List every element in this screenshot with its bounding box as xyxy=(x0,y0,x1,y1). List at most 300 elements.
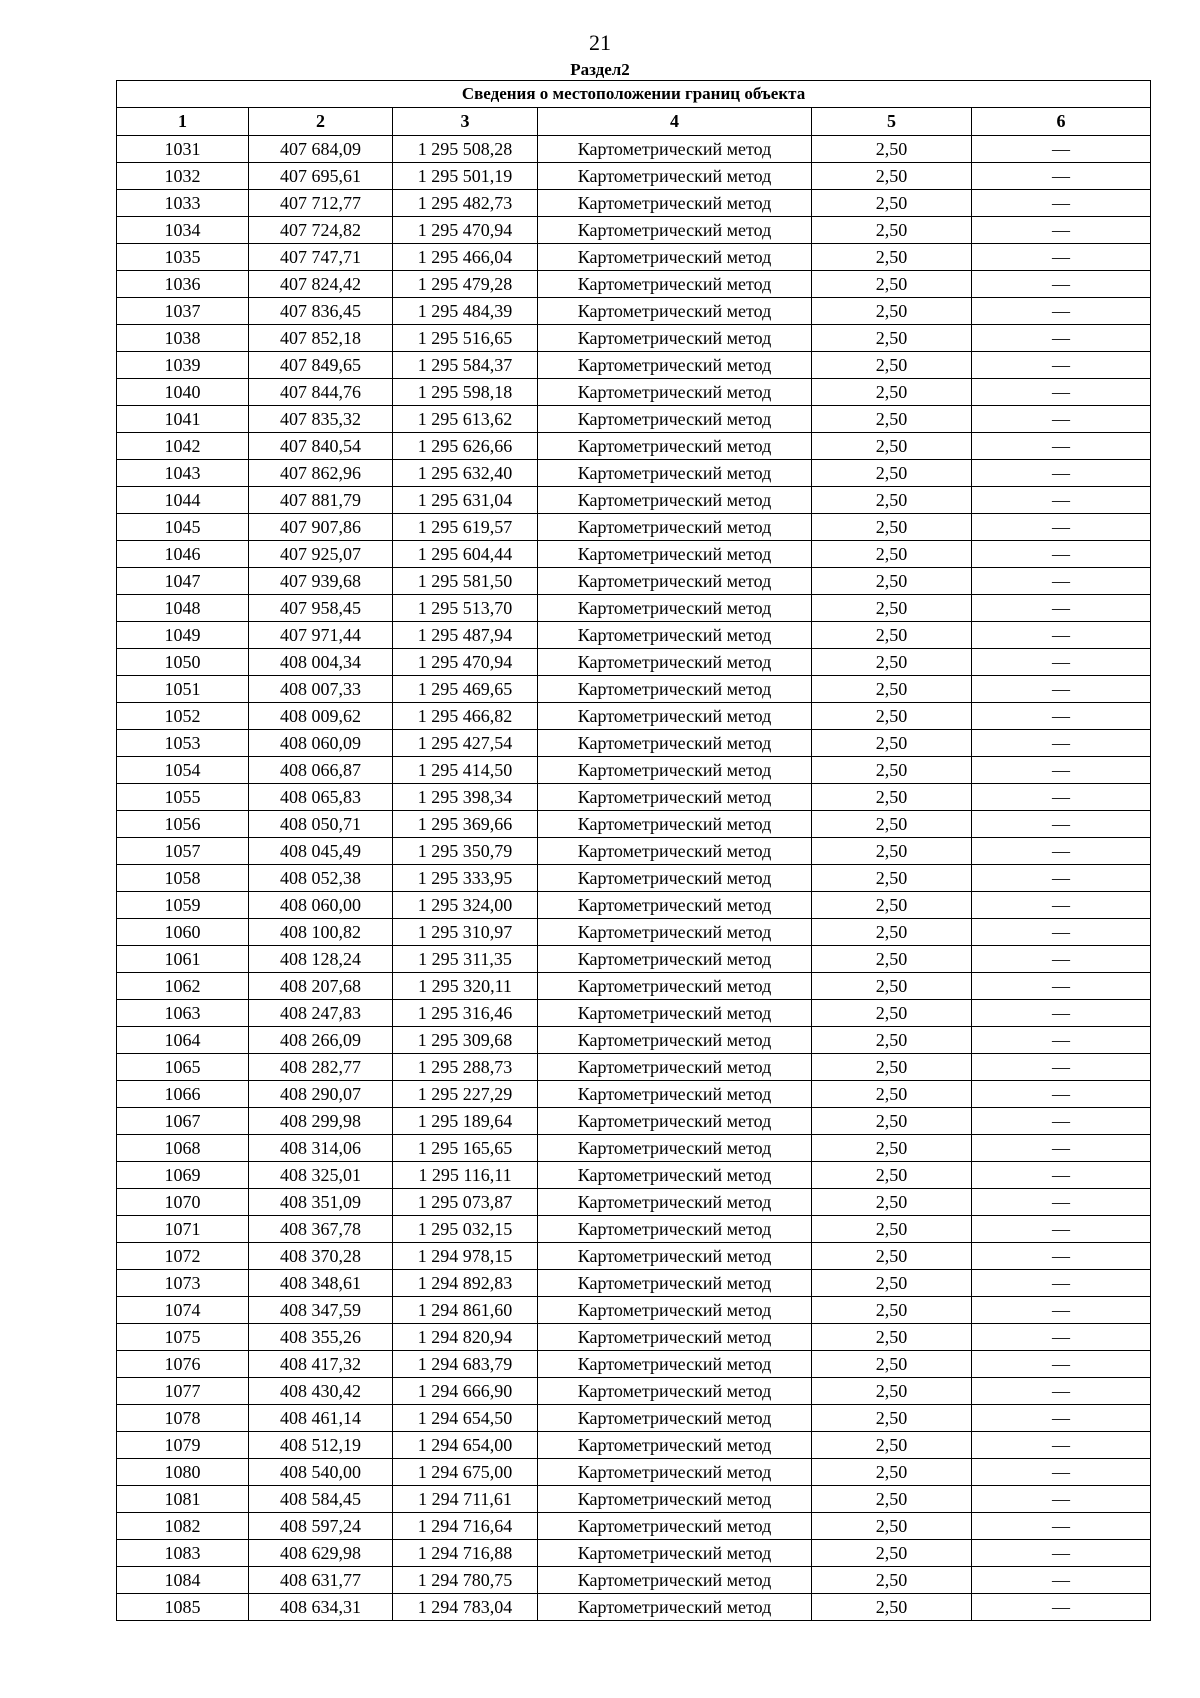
table-caption: Сведения о местоположении границ объекта xyxy=(117,81,1151,108)
extra-cell: — xyxy=(972,811,1151,838)
point-number-cell: 1076 xyxy=(117,1351,249,1378)
extra-cell: — xyxy=(972,1297,1151,1324)
accuracy-cell: 2,50 xyxy=(812,136,972,163)
accuracy-cell: 2,50 xyxy=(812,487,972,514)
column-number-row xyxy=(117,108,1151,136)
table-row xyxy=(117,1054,1151,1081)
point-number-cell: 1054 xyxy=(117,757,249,784)
point-number-cell: 1070 xyxy=(117,1189,249,1216)
point-number-cell: 1072 xyxy=(117,1243,249,1270)
point-number-cell: 1063 xyxy=(117,1000,249,1027)
point-number-cell: 1044 xyxy=(117,487,249,514)
x-coordinate-cell: 408 325,01 xyxy=(249,1162,393,1189)
accuracy-cell: 2,50 xyxy=(812,838,972,865)
extra-cell: — xyxy=(972,1243,1151,1270)
y-coordinate-cell: 1 294 820,94 xyxy=(393,1324,538,1351)
x-coordinate-cell: 408 060,09 xyxy=(249,730,393,757)
method-cell: Картометрический метод xyxy=(538,460,812,487)
x-coordinate-cell: 408 266,09 xyxy=(249,1027,393,1054)
accuracy-cell: 2,50 xyxy=(812,757,972,784)
x-coordinate-cell: 407 835,32 xyxy=(249,406,393,433)
y-coordinate-cell: 1 295 508,28 xyxy=(393,136,538,163)
point-number-cell: 1056 xyxy=(117,811,249,838)
accuracy-cell: 2,50 xyxy=(812,1189,972,1216)
table-row xyxy=(117,757,1151,784)
x-coordinate-cell: 407 852,18 xyxy=(249,325,393,352)
extra-cell: — xyxy=(972,1540,1151,1567)
extra-cell: — xyxy=(972,865,1151,892)
point-number-cell: 1066 xyxy=(117,1081,249,1108)
x-coordinate-cell: 407 684,09 xyxy=(249,136,393,163)
y-coordinate-cell: 1 295 513,70 xyxy=(393,595,538,622)
method-cell: Картометрический метод xyxy=(538,919,812,946)
column-header: 6 xyxy=(972,108,1151,136)
y-coordinate-cell: 1 295 584,37 xyxy=(393,352,538,379)
accuracy-cell: 2,50 xyxy=(812,352,972,379)
method-cell: Картометрический метод xyxy=(538,136,812,163)
y-coordinate-cell: 1 295 470,94 xyxy=(393,649,538,676)
x-coordinate-cell: 407 939,68 xyxy=(249,568,393,595)
table-row xyxy=(117,703,1151,730)
x-coordinate-cell: 408 065,83 xyxy=(249,784,393,811)
y-coordinate-cell: 1 295 324,00 xyxy=(393,892,538,919)
extra-cell: — xyxy=(972,730,1151,757)
table-row xyxy=(117,379,1151,406)
point-number-cell: 1034 xyxy=(117,217,249,244)
accuracy-cell: 2,50 xyxy=(812,190,972,217)
table-row xyxy=(117,811,1151,838)
method-cell: Картометрический метод xyxy=(538,1351,812,1378)
accuracy-cell: 2,50 xyxy=(812,217,972,244)
x-coordinate-cell: 408 247,83 xyxy=(249,1000,393,1027)
point-number-cell: 1061 xyxy=(117,946,249,973)
table-row xyxy=(117,1135,1151,1162)
x-coordinate-cell: 407 958,45 xyxy=(249,595,393,622)
accuracy-cell: 2,50 xyxy=(812,892,972,919)
y-coordinate-cell: 1 295 073,87 xyxy=(393,1189,538,1216)
point-number-cell: 1069 xyxy=(117,1162,249,1189)
accuracy-cell: 2,50 xyxy=(812,1594,972,1621)
table-row xyxy=(117,325,1151,352)
extra-cell: — xyxy=(972,784,1151,811)
accuracy-cell: 2,50 xyxy=(812,730,972,757)
method-cell: Картометрический метод xyxy=(538,838,812,865)
x-coordinate-cell: 408 348,61 xyxy=(249,1270,393,1297)
point-number-cell: 1048 xyxy=(117,595,249,622)
y-coordinate-cell: 1 294 861,60 xyxy=(393,1297,538,1324)
column-header: 5 xyxy=(812,108,972,136)
method-cell: Картометрический метод xyxy=(538,730,812,757)
x-coordinate-cell: 408 290,07 xyxy=(249,1081,393,1108)
accuracy-cell: 2,50 xyxy=(812,1162,972,1189)
method-cell: Картометрический метод xyxy=(538,703,812,730)
y-coordinate-cell: 1 295 032,15 xyxy=(393,1216,538,1243)
table-row xyxy=(117,1081,1151,1108)
x-coordinate-cell: 408 367,78 xyxy=(249,1216,393,1243)
method-cell: Картометрический метод xyxy=(538,649,812,676)
x-coordinate-cell: 407 907,86 xyxy=(249,514,393,541)
accuracy-cell: 2,50 xyxy=(812,1297,972,1324)
table-row xyxy=(117,1270,1151,1297)
table-row xyxy=(117,1108,1151,1135)
method-cell: Картометрический метод xyxy=(538,1540,812,1567)
accuracy-cell: 2,50 xyxy=(812,1405,972,1432)
extra-cell: — xyxy=(972,460,1151,487)
y-coordinate-cell: 1 294 654,00 xyxy=(393,1432,538,1459)
method-cell: Картометрический метод xyxy=(538,217,812,244)
method-cell: Картометрический метод xyxy=(538,244,812,271)
point-number-cell: 1079 xyxy=(117,1432,249,1459)
y-coordinate-cell: 1 295 484,39 xyxy=(393,298,538,325)
column-header: 1 xyxy=(117,108,249,136)
x-coordinate-cell: 407 695,61 xyxy=(249,163,393,190)
accuracy-cell: 2,50 xyxy=(812,1000,972,1027)
x-coordinate-cell: 408 007,33 xyxy=(249,676,393,703)
x-coordinate-cell: 408 629,98 xyxy=(249,1540,393,1567)
y-coordinate-cell: 1 295 398,34 xyxy=(393,784,538,811)
method-cell: Картометрический метод xyxy=(538,514,812,541)
table-row xyxy=(117,1486,1151,1513)
extra-cell: — xyxy=(972,757,1151,784)
y-coordinate-cell: 1 295 613,62 xyxy=(393,406,538,433)
point-number-cell: 1074 xyxy=(117,1297,249,1324)
extra-cell: — xyxy=(972,568,1151,595)
method-cell: Картометрический метод xyxy=(538,1567,812,1594)
table-row xyxy=(117,487,1151,514)
x-coordinate-cell: 407 844,76 xyxy=(249,379,393,406)
extra-cell: — xyxy=(972,1351,1151,1378)
y-coordinate-cell: 1 295 470,94 xyxy=(393,217,538,244)
accuracy-cell: 2,50 xyxy=(812,1513,972,1540)
method-cell: Картометрический метод xyxy=(538,1486,812,1513)
extra-cell: — xyxy=(972,1432,1151,1459)
method-cell: Картометрический метод xyxy=(538,1216,812,1243)
extra-cell: — xyxy=(972,1594,1151,1621)
table-row xyxy=(117,406,1151,433)
x-coordinate-cell: 407 712,77 xyxy=(249,190,393,217)
extra-cell: — xyxy=(972,1027,1151,1054)
table-row xyxy=(117,1189,1151,1216)
y-coordinate-cell: 1 294 683,79 xyxy=(393,1351,538,1378)
accuracy-cell: 2,50 xyxy=(812,1459,972,1486)
accuracy-cell: 2,50 xyxy=(812,1027,972,1054)
extra-cell: — xyxy=(972,217,1151,244)
table-row xyxy=(117,946,1151,973)
x-coordinate-cell: 408 461,14 xyxy=(249,1405,393,1432)
table-row xyxy=(117,1000,1151,1027)
extra-cell: — xyxy=(972,946,1151,973)
point-number-cell: 1031 xyxy=(117,136,249,163)
point-number-cell: 1051 xyxy=(117,676,249,703)
extra-cell: — xyxy=(972,163,1151,190)
point-number-cell: 1060 xyxy=(117,919,249,946)
point-number-cell: 1033 xyxy=(117,190,249,217)
accuracy-cell: 2,50 xyxy=(812,298,972,325)
x-coordinate-cell: 408 540,00 xyxy=(249,1459,393,1486)
accuracy-cell: 2,50 xyxy=(812,1486,972,1513)
extra-cell: — xyxy=(972,325,1151,352)
accuracy-cell: 2,50 xyxy=(812,1540,972,1567)
accuracy-cell: 2,50 xyxy=(812,811,972,838)
extra-cell: — xyxy=(972,352,1151,379)
method-cell: Картометрический метод xyxy=(538,1378,812,1405)
extra-cell: — xyxy=(972,541,1151,568)
method-cell: Картометрический метод xyxy=(538,1243,812,1270)
y-coordinate-cell: 1 295 165,65 xyxy=(393,1135,538,1162)
extra-cell: — xyxy=(972,1108,1151,1135)
method-cell: Картометрический метод xyxy=(538,811,812,838)
method-cell: Картометрический метод xyxy=(538,1297,812,1324)
accuracy-cell: 2,50 xyxy=(812,379,972,406)
point-number-cell: 1057 xyxy=(117,838,249,865)
x-coordinate-cell: 408 351,09 xyxy=(249,1189,393,1216)
extra-cell: — xyxy=(972,703,1151,730)
section-title: Раздел2 xyxy=(570,60,630,79)
extra-cell: — xyxy=(972,406,1151,433)
extra-cell: — xyxy=(972,1216,1151,1243)
point-number-cell: 1082 xyxy=(117,1513,249,1540)
column-header: 3 xyxy=(393,108,538,136)
x-coordinate-cell: 408 634,31 xyxy=(249,1594,393,1621)
x-coordinate-cell: 407 840,54 xyxy=(249,433,393,460)
extra-cell: — xyxy=(972,1135,1151,1162)
point-number-cell: 1036 xyxy=(117,271,249,298)
x-coordinate-cell: 408 597,24 xyxy=(249,1513,393,1540)
extra-cell: — xyxy=(972,514,1151,541)
y-coordinate-cell: 1 295 309,68 xyxy=(393,1027,538,1054)
y-coordinate-cell: 1 294 666,90 xyxy=(393,1378,538,1405)
x-coordinate-cell: 408 370,28 xyxy=(249,1243,393,1270)
point-number-cell: 1047 xyxy=(117,568,249,595)
point-number-cell: 1084 xyxy=(117,1567,249,1594)
method-cell: Картометрический метод xyxy=(538,352,812,379)
x-coordinate-cell: 407 724,82 xyxy=(249,217,393,244)
y-coordinate-cell: 1 294 978,15 xyxy=(393,1243,538,1270)
extra-cell: — xyxy=(972,190,1151,217)
y-coordinate-cell: 1 295 632,40 xyxy=(393,460,538,487)
point-number-cell: 1059 xyxy=(117,892,249,919)
point-number-cell: 1055 xyxy=(117,784,249,811)
accuracy-cell: 2,50 xyxy=(812,1567,972,1594)
y-coordinate-cell: 1 295 469,65 xyxy=(393,676,538,703)
y-coordinate-cell: 1 294 675,00 xyxy=(393,1459,538,1486)
y-coordinate-cell: 1 295 619,57 xyxy=(393,514,538,541)
extra-cell: — xyxy=(972,1567,1151,1594)
x-coordinate-cell: 408 314,06 xyxy=(249,1135,393,1162)
table-row xyxy=(117,541,1151,568)
y-coordinate-cell: 1 295 581,50 xyxy=(393,568,538,595)
y-coordinate-cell: 1 295 189,64 xyxy=(393,1108,538,1135)
table-row xyxy=(117,1324,1151,1351)
point-number-cell: 1068 xyxy=(117,1135,249,1162)
accuracy-cell: 2,50 xyxy=(812,514,972,541)
method-cell: Картометрический метод xyxy=(538,946,812,973)
y-coordinate-cell: 1 295 369,66 xyxy=(393,811,538,838)
page-number: 21 xyxy=(589,30,611,55)
y-coordinate-cell: 1 295 311,35 xyxy=(393,946,538,973)
extra-cell: — xyxy=(972,1270,1151,1297)
point-number-cell: 1058 xyxy=(117,865,249,892)
accuracy-cell: 2,50 xyxy=(812,271,972,298)
y-coordinate-cell: 1 295 598,18 xyxy=(393,379,538,406)
method-cell: Картометрический метод xyxy=(538,1405,812,1432)
table-row xyxy=(117,595,1151,622)
accuracy-cell: 2,50 xyxy=(812,865,972,892)
accuracy-cell: 2,50 xyxy=(812,1270,972,1297)
y-coordinate-cell: 1 294 716,88 xyxy=(393,1540,538,1567)
extra-cell: — xyxy=(972,676,1151,703)
method-cell: Картометрический метод xyxy=(538,1135,812,1162)
y-coordinate-cell: 1 295 479,28 xyxy=(393,271,538,298)
point-number-cell: 1037 xyxy=(117,298,249,325)
table-row xyxy=(117,1162,1151,1189)
method-cell: Картометрический метод xyxy=(538,487,812,514)
method-cell: Картометрический метод xyxy=(538,325,812,352)
y-coordinate-cell: 1 294 780,75 xyxy=(393,1567,538,1594)
table-row xyxy=(117,271,1151,298)
y-coordinate-cell: 1 295 604,44 xyxy=(393,541,538,568)
x-coordinate-cell: 408 512,19 xyxy=(249,1432,393,1459)
table-row xyxy=(117,1405,1151,1432)
y-coordinate-cell: 1 295 626,66 xyxy=(393,433,538,460)
y-coordinate-cell: 1 295 466,82 xyxy=(393,703,538,730)
y-coordinate-cell: 1 295 288,73 xyxy=(393,1054,538,1081)
method-cell: Картометрический метод xyxy=(538,1459,812,1486)
table-row xyxy=(117,352,1151,379)
table-row xyxy=(117,1297,1151,1324)
accuracy-cell: 2,50 xyxy=(812,676,972,703)
accuracy-cell: 2,50 xyxy=(812,1432,972,1459)
point-number-cell: 1038 xyxy=(117,325,249,352)
y-coordinate-cell: 1 295 487,94 xyxy=(393,622,538,649)
extra-cell: — xyxy=(972,1162,1151,1189)
method-cell: Картометрический метод xyxy=(538,1000,812,1027)
x-coordinate-cell: 408 207,68 xyxy=(249,973,393,1000)
table-row xyxy=(117,1351,1151,1378)
accuracy-cell: 2,50 xyxy=(812,703,972,730)
y-coordinate-cell: 1 294 783,04 xyxy=(393,1594,538,1621)
point-number-cell: 1078 xyxy=(117,1405,249,1432)
x-coordinate-cell: 407 849,65 xyxy=(249,352,393,379)
point-number-cell: 1067 xyxy=(117,1108,249,1135)
accuracy-cell: 2,50 xyxy=(812,541,972,568)
accuracy-cell: 2,50 xyxy=(812,649,972,676)
table-row xyxy=(117,1027,1151,1054)
accuracy-cell: 2,50 xyxy=(812,460,972,487)
table-row xyxy=(117,1540,1151,1567)
point-number-cell: 1080 xyxy=(117,1459,249,1486)
extra-cell: — xyxy=(972,136,1151,163)
accuracy-cell: 2,50 xyxy=(812,919,972,946)
x-coordinate-cell: 408 584,45 xyxy=(249,1486,393,1513)
y-coordinate-cell: 1 295 427,54 xyxy=(393,730,538,757)
point-number-cell: 1035 xyxy=(117,244,249,271)
method-cell: Картометрический метод xyxy=(538,784,812,811)
accuracy-cell: 2,50 xyxy=(812,1324,972,1351)
accuracy-cell: 2,50 xyxy=(812,1081,972,1108)
table-row xyxy=(117,865,1151,892)
extra-cell: — xyxy=(972,487,1151,514)
method-cell: Картометрический метод xyxy=(538,1027,812,1054)
table-row xyxy=(117,973,1151,1000)
point-number-cell: 1040 xyxy=(117,379,249,406)
accuracy-cell: 2,50 xyxy=(812,163,972,190)
point-number-cell: 1075 xyxy=(117,1324,249,1351)
x-coordinate-cell: 408 631,77 xyxy=(249,1567,393,1594)
x-coordinate-cell: 408 009,62 xyxy=(249,703,393,730)
point-number-cell: 1049 xyxy=(117,622,249,649)
point-number-cell: 1064 xyxy=(117,1027,249,1054)
method-cell: Картометрический метод xyxy=(538,676,812,703)
table-row xyxy=(117,433,1151,460)
point-number-cell: 1041 xyxy=(117,406,249,433)
extra-cell: — xyxy=(972,973,1151,1000)
extra-cell: — xyxy=(972,649,1151,676)
accuracy-cell: 2,50 xyxy=(812,1243,972,1270)
method-cell: Картометрический метод xyxy=(538,757,812,784)
x-coordinate-cell: 407 747,71 xyxy=(249,244,393,271)
method-cell: Картометрический метод xyxy=(538,541,812,568)
extra-cell: — xyxy=(972,379,1151,406)
y-coordinate-cell: 1 295 116,11 xyxy=(393,1162,538,1189)
table-row xyxy=(117,622,1151,649)
method-cell: Картометрический метод xyxy=(538,1513,812,1540)
x-coordinate-cell: 408 347,59 xyxy=(249,1297,393,1324)
method-cell: Картометрический метод xyxy=(538,163,812,190)
x-coordinate-cell: 408 430,42 xyxy=(249,1378,393,1405)
x-coordinate-cell: 407 971,44 xyxy=(249,622,393,649)
accuracy-cell: 2,50 xyxy=(812,1216,972,1243)
table-row xyxy=(117,244,1151,271)
point-number-cell: 1065 xyxy=(117,1054,249,1081)
extra-cell: — xyxy=(972,1513,1151,1540)
table-row xyxy=(117,784,1151,811)
x-coordinate-cell: 407 925,07 xyxy=(249,541,393,568)
extra-cell: — xyxy=(972,244,1151,271)
x-coordinate-cell: 408 045,49 xyxy=(249,838,393,865)
extra-cell: — xyxy=(972,838,1151,865)
table-row xyxy=(117,649,1151,676)
table-row xyxy=(117,514,1151,541)
x-coordinate-cell: 408 060,00 xyxy=(249,892,393,919)
y-coordinate-cell: 1 295 316,46 xyxy=(393,1000,538,1027)
method-cell: Картометрический метод xyxy=(538,433,812,460)
point-number-cell: 1085 xyxy=(117,1594,249,1621)
point-number-cell: 1077 xyxy=(117,1378,249,1405)
y-coordinate-cell: 1 295 227,29 xyxy=(393,1081,538,1108)
accuracy-cell: 2,50 xyxy=(812,1108,972,1135)
x-coordinate-cell: 408 100,82 xyxy=(249,919,393,946)
method-cell: Картометрический метод xyxy=(538,1108,812,1135)
table-row xyxy=(117,1216,1151,1243)
table-row xyxy=(117,1459,1151,1486)
method-cell: Картометрический метод xyxy=(538,1054,812,1081)
y-coordinate-cell: 1 295 516,65 xyxy=(393,325,538,352)
accuracy-cell: 2,50 xyxy=(812,325,972,352)
y-coordinate-cell: 1 295 320,11 xyxy=(393,973,538,1000)
method-cell: Картометрический метод xyxy=(538,1324,812,1351)
accuracy-cell: 2,50 xyxy=(812,568,972,595)
y-coordinate-cell: 1 294 716,64 xyxy=(393,1513,538,1540)
point-number-cell: 1043 xyxy=(117,460,249,487)
point-number-cell: 1073 xyxy=(117,1270,249,1297)
table-row xyxy=(117,1594,1151,1621)
accuracy-cell: 2,50 xyxy=(812,1054,972,1081)
table-row xyxy=(117,217,1151,244)
point-number-cell: 1042 xyxy=(117,433,249,460)
extra-cell: — xyxy=(972,919,1151,946)
y-coordinate-cell: 1 295 333,95 xyxy=(393,865,538,892)
